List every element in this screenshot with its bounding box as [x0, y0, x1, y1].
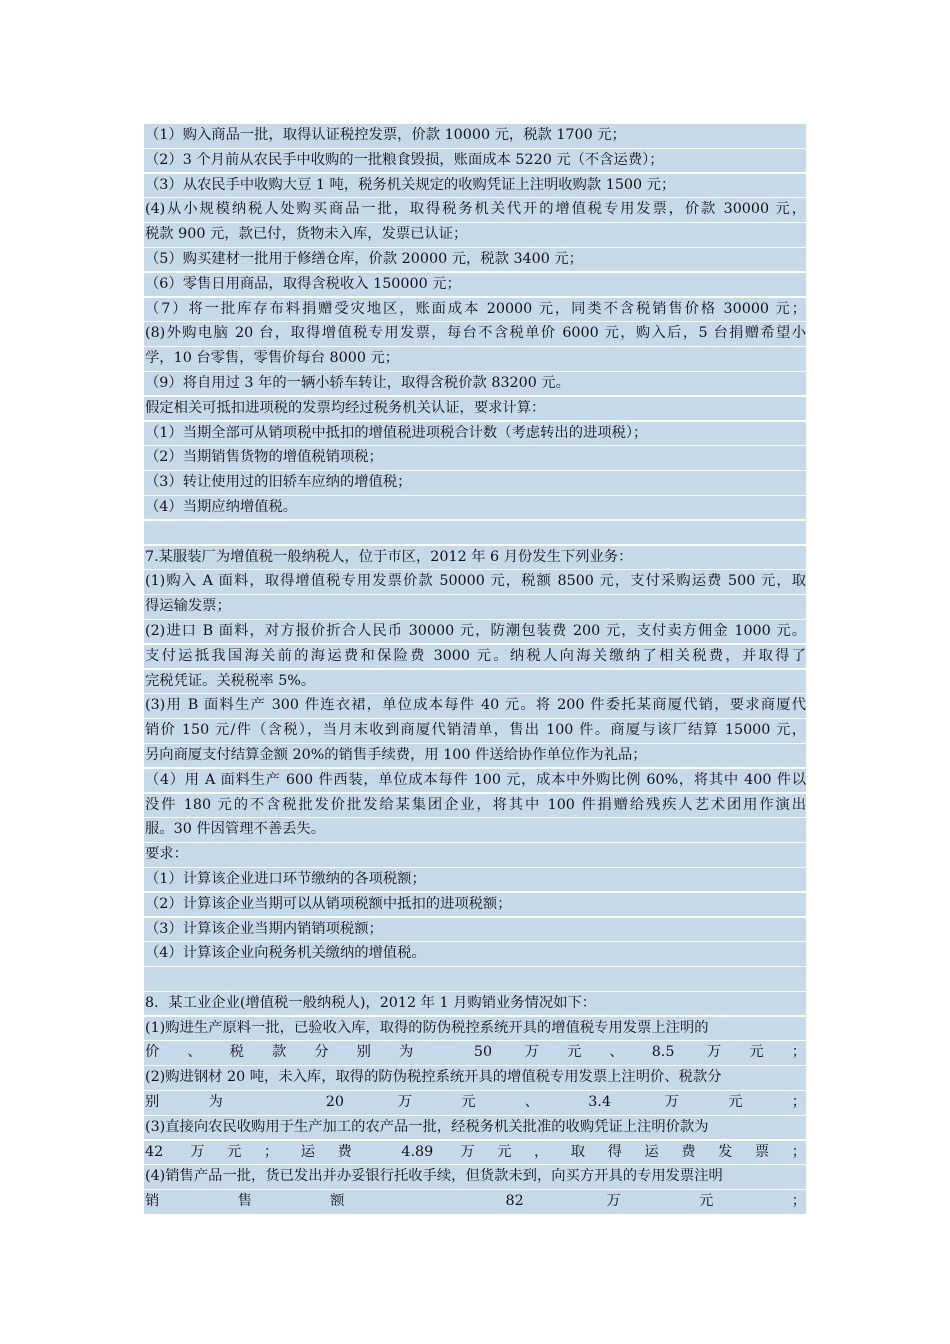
text-line: (2)购进钢材 20 吨，未入库，取得的防伪税控系统开具的增值税专用发票上注明价、税款分	[144, 1066, 806, 1090]
text-line: (4)销售产品一批，货已发出并办妥银行托收手续，但货款未到，向买方开具的专用发票注明	[144, 1165, 806, 1189]
text-line: 销售额 82 万元；	[144, 1190, 806, 1214]
blank-line	[144, 967, 806, 991]
text-line: 完税凭证。关税税率 5%。	[144, 670, 806, 694]
text-line: （2）3 个月前从农民手中收购的一批粮食毁损，账面成本 5220 元（不含运费）；	[144, 149, 806, 173]
text-line: 8．某工业企业(增值税一般纳税人)，2012 年 1 月购销业务情况如下：	[144, 992, 806, 1016]
text-line: （1）当期全部可从销项税中抵扣的增值税进项税合计数（考虑转出的进项税）；	[144, 422, 806, 446]
text-line: 价、税款分别为 50 万元、8.5 万元；	[144, 1041, 806, 1065]
document-text	[144, 124, 806, 1215]
text-line: 7.某服装厂为增值税一般纳税人，位于市区，2012 年 6 月份发生下列业务：	[144, 546, 806, 570]
text-line: 税款 900 元，款已付，货物未入库，发票已认证；	[144, 223, 806, 247]
text-line: （1）计算该企业进口环节缴纳的各项税额；	[144, 868, 806, 892]
text-line: （4）当期应纳增值税。	[144, 496, 806, 520]
text-line: (2)进口 B 面料，对方报价折合人民币 30000 元，防潮包装费 200 元，支付卖方佣金 1000 元。	[144, 620, 806, 644]
text-line: 支付运抵我国海关前的海运费和保险费 3000 元。纳税人向海关缴纳了相关税费，并取得了	[144, 645, 806, 669]
blank-line	[144, 521, 806, 545]
text-line: 服。30 件因管理不善丢失。	[144, 818, 806, 842]
text-line: 42 万元；运费 4.89 万元，取得运费发票；	[144, 1141, 806, 1165]
text-line: (8)外购电脑 20 台，取得增值税专用发票，每台不含税单价 6000 元，购入后，5 台捐赠希望小	[144, 322, 806, 346]
text-line: (1)购入 A 面料，取得增值税专用发票价款 50000 元，税额 8500 元，支付采购运费 500 元，取	[144, 570, 806, 594]
text-line: (3)直接向农民收购用于生产加工的农产品一批，经税务机关批准的收购凭证上注明价款为	[144, 1116, 806, 1140]
text-line: （5）购买建材一批用于修缮仓库，价款 20000 元，税款 3400 元；	[144, 248, 806, 272]
text-line: (3)用 B 面料生产 300 件连衣裙，单位成本每件 40 元。将 200 件委托某商厦代销，要求商厦代	[144, 694, 806, 718]
text-line: （2）计算该企业当期可以从销项税额中抵扣的进项税额；	[144, 893, 806, 917]
text-line: 得运输发票；	[144, 595, 806, 619]
text-line: （1）购入商品一批，取得认证税控发票，价款 10000 元，税款 1700 元；	[144, 124, 806, 148]
text-line: （4）用 A 面料生产 600 件西装，单位成本每件 100 元，成本中外购比例 60%，将其中 400 件以	[144, 769, 806, 793]
text-line: （7）将一批库存布料捐赠受灾地区，账面成本 20000 元，同类不含税销售价格 30000 元；	[144, 298, 806, 322]
text-line: (4)从小规模纳税人处购买商品一批，取得税务机关代开的增值税专用发票，价款 30000 元，	[144, 198, 806, 222]
text-line: （3）从农民手中收购大豆 1 吨，税务机关规定的收购凭证上注明收购款 1500 元；	[144, 174, 806, 198]
text-line: 销价 150 元/件（含税），当月末收到商厦代销清单，售出 100 件。商厦与该厂结算 15000 元，	[144, 719, 806, 743]
text-line: （3）转让使用过的旧轿车应纳的增值税；	[144, 471, 806, 495]
text-line: （2）当期销售货物的增值税销项税；	[144, 446, 806, 470]
text-line: 要求：	[144, 843, 806, 867]
text-line: 别为 20 万元、3.4 万元；	[144, 1091, 806, 1115]
text-line: （6）零售日用商品，取得含税收入 150000 元；	[144, 273, 806, 297]
text-line: （9）将自用过 3 年的一辆小轿车转让，取得含税价款 83200 元。	[144, 372, 806, 396]
text-line: （3）计算该企业当期内销销项税额；	[144, 918, 806, 942]
text-line: 另向商厦支付结算金额 20%的销售手续费，用 100 件送给协作单位作为礼品；	[144, 744, 806, 768]
text-line: (1)购进生产原料一批，已验收入库，取得的防伪税控系统开具的增值税专用发票上注明的	[144, 1017, 806, 1041]
text-line: （4）计算该企业向税务机关缴纳的增值税。	[144, 942, 806, 966]
text-line: 没件 180 元的不含税批发价批发给某集团企业，将其中 100 件捐赠给残疾人艺术团用作演出	[144, 794, 806, 818]
text-line: 假定相关可抵扣进项税的发票均经过税务机关认证，要求计算：	[144, 397, 806, 421]
text-line: 学，10 台零售，零售价每台 8000 元；	[144, 347, 806, 371]
